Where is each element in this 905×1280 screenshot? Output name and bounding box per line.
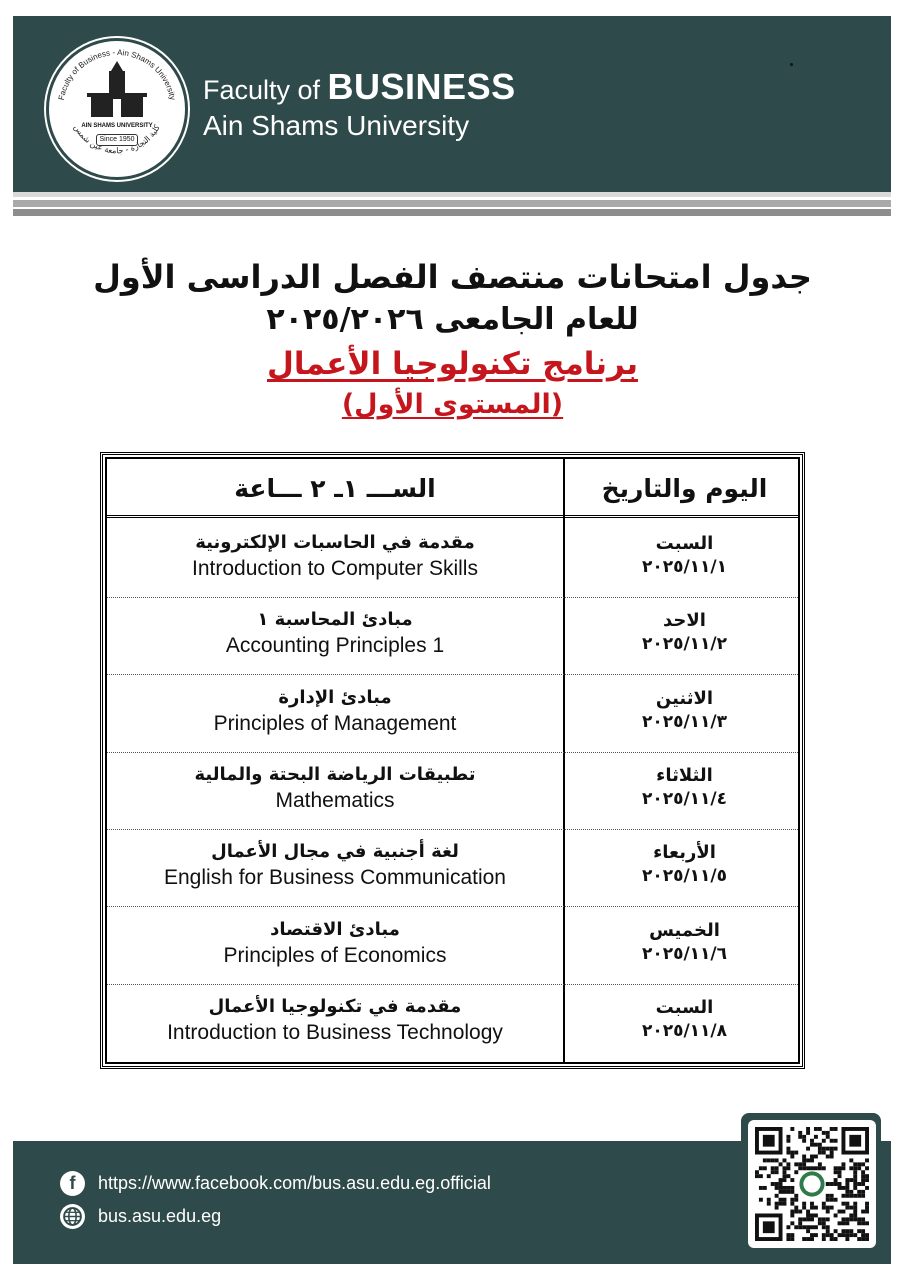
- course-name-en: Principles of Management: [213, 711, 457, 735]
- course-cell: [107, 830, 563, 907]
- exam-date: ٢٠٢٥/١١/٦: [641, 943, 728, 964]
- table-header-row: [107, 459, 798, 518]
- course-name-en: Mathematics: [275, 788, 395, 812]
- day-name: السبت: [655, 996, 714, 1018]
- course-name-en: Introduction to Computer Skills: [192, 557, 478, 580]
- day-cell: [563, 985, 806, 1062]
- table-frame: [105, 457, 800, 1064]
- day-cell: [563, 598, 806, 675]
- header-stripe: [13, 192, 891, 216]
- day-cell: [563, 521, 806, 598]
- course-cell: [107, 676, 563, 753]
- qr-code-icon: [755, 1127, 869, 1241]
- seal-since: Since 1950: [96, 134, 138, 146]
- course-name-ar: مبادئ الإدارة: [278, 686, 392, 708]
- table-row: [107, 830, 798, 907]
- facebook-icon: f: [60, 1171, 85, 1196]
- brand-faculty-prefix: Faculty of: [203, 75, 328, 105]
- program-name: برنامج تكنولوجيا الأعمال: [266, 346, 638, 382]
- level-name: (المستوى الأول): [341, 389, 564, 420]
- exam-date: ٢٠٢٥/١١/١: [641, 557, 728, 577]
- day-name: الاحد: [663, 610, 706, 632]
- course-name-en: Introduction to Business Technology: [167, 1020, 503, 1044]
- course-name-ar: مبادئ الاقتصاد: [270, 918, 400, 940]
- university-seal-logo: [46, 38, 188, 180]
- exam-date: ٢٠٢٥/١١/٢: [641, 634, 728, 655]
- exam-date: ٢٠٢٥/١١/٥: [641, 866, 728, 887]
- day-cell: [563, 676, 806, 753]
- brand-university: Ain Shams University: [203, 110, 470, 141]
- day-cell: [563, 753, 806, 830]
- exam-date: ٢٠٢٥/١١/٤: [641, 788, 728, 809]
- title-block: [0, 255, 905, 423]
- exam-date: ٢٠٢٥/١١/٨: [641, 1020, 728, 1041]
- brand-faculty: [203, 66, 516, 108]
- page-title: جدول امتحانات منتصف الفصل الدراسى الأول: [93, 258, 812, 296]
- day-name: الخميس: [649, 919, 720, 941]
- seal-ring-text: Faculty of Business - Ain Shams University: [56, 47, 178, 101]
- qr-code[interactable]: [748, 1120, 876, 1248]
- speck: [790, 63, 793, 66]
- course-cell: [107, 598, 563, 675]
- facebook-link[interactable]: [60, 1171, 491, 1196]
- pharaonic-gate-icon: [87, 61, 147, 117]
- course-name-ar: لغة أجنبية في مجال الأعمال: [211, 841, 459, 863]
- day-cell: [563, 830, 806, 907]
- table-row: [107, 676, 798, 753]
- course-name-ar: مبادئ المحاسبة ١: [257, 609, 413, 631]
- website-url[interactable]: bus.asu.edu.eg: [98, 1206, 222, 1226]
- day-name: الأربعاء: [653, 842, 716, 864]
- seal-university-name: AIN SHAMS UNIVERSITY: [81, 123, 153, 129]
- course-cell: [107, 985, 563, 1062]
- table-row: [107, 521, 798, 598]
- seal-ring: [49, 41, 185, 177]
- header-time: الســـ ١ـ ٢ ـــاعة: [234, 474, 436, 503]
- course-cell: [107, 521, 563, 598]
- day-cell: [563, 908, 806, 985]
- course-name-ar: مقدمة في تكنولوجيا الأعمال: [208, 995, 462, 1017]
- course-cell: [107, 753, 563, 830]
- table-row: [107, 908, 798, 985]
- exam-date: ٢٠٢٥/١١/٣: [641, 711, 728, 732]
- course-name-en: Principles of Economics: [223, 943, 447, 967]
- table-row: [107, 985, 798, 1062]
- day-name: الثلاثاء: [656, 764, 713, 786]
- table-row: [107, 598, 798, 675]
- course-name-ar: تطبيقات الرياضة البحتة والمالية: [194, 763, 476, 785]
- course-name-ar: مقدمة في الحاسبات الإلكترونية: [195, 532, 475, 553]
- course-name-en: Accounting Principles 1: [225, 634, 445, 658]
- table-row: [107, 753, 798, 830]
- header-day-date: اليوم والتاريخ: [601, 474, 768, 503]
- facebook-url[interactable]: https://www.facebook.com/bus.asu.edu.eg.official: [98, 1173, 491, 1193]
- day-name: الاثنين: [655, 687, 714, 709]
- brand-faculty-name: BUSINESS: [327, 66, 516, 107]
- academic-year: للعام الجامعى ٢٠٢٥/٢٠٢٦: [266, 302, 639, 337]
- website-link[interactable]: [60, 1204, 221, 1229]
- globe-icon: [60, 1204, 85, 1229]
- day-name: السبت: [655, 533, 714, 554]
- course-cell: [107, 908, 563, 985]
- seal-ring-text-ar: كلية التجارة - جامعة عين شمس: [72, 123, 162, 156]
- course-name-en: English for Business Communication: [164, 866, 506, 890]
- exam-schedule-table: [100, 452, 805, 1069]
